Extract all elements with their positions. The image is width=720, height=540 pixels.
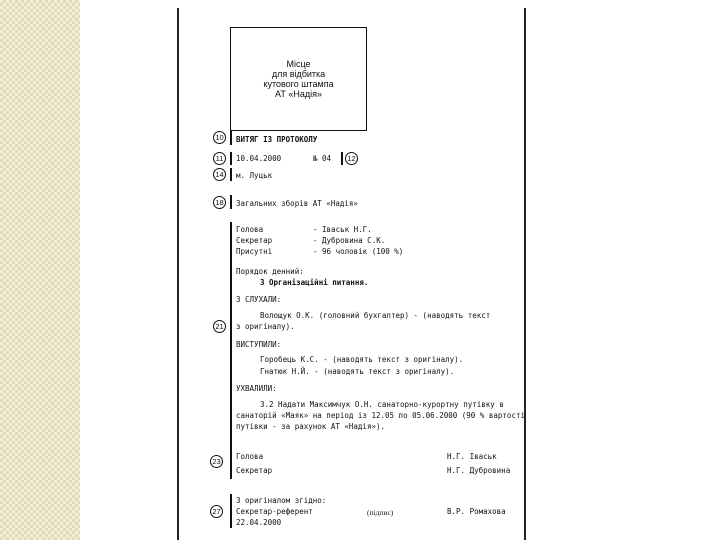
page-left-edge — [177, 8, 179, 540]
marker-14: 14 — [213, 168, 226, 181]
stamp-placeholder — [230, 27, 367, 131]
marker-bar-10 — [230, 131, 232, 145]
resolved-line-3: путівки - за рахунок АТ «Надія»). — [236, 422, 386, 431]
page-right-edge — [524, 8, 526, 540]
marker-27: 27 — [210, 505, 223, 518]
signature-name-2: Н.Г. Дубровина — [447, 466, 511, 475]
certification-label: З оригіналом згідно: — [236, 496, 327, 505]
marker-21: 21 — [213, 320, 226, 333]
spoke-line-2: Гнатюк Н.Й. - (наводять текст з оригіналу). — [260, 367, 455, 376]
resolved-label: УХВАЛИЛИ: — [236, 384, 277, 393]
meeting-name: Загальних зборів АТ «Надія» — [236, 199, 358, 208]
resolved-line-2: санаторій «Маяк» на період із 12.05 по 05.06.2000 (90 % вартості — [236, 411, 525, 420]
marker-11: 11 — [213, 152, 226, 165]
marker-bar-21 — [230, 222, 232, 454]
marker-18: 18 — [213, 196, 226, 209]
document-number: № 04 — [313, 154, 332, 163]
heard-line-2: з оригіналу). — [236, 322, 295, 331]
resolved-line-1: 3.2 Надати Максимчук О.Н. санаторно-курортну путівку в — [260, 400, 504, 409]
signature-role-2: Секретар — [236, 466, 273, 475]
certification-name: В.Р. Ромахова — [447, 507, 506, 516]
heard-line-1: Волощук О.К. (головний бухгалтер) - (наводять текст — [260, 311, 491, 320]
attendance-value-3: - 96 чоловік (100 %) — [313, 247, 404, 256]
decorative-left-pattern — [0, 0, 80, 540]
certification-role: Секретар-референт — [236, 507, 313, 516]
stamp-line-2: для відбитка — [271, 69, 326, 79]
heard-label: 3 СЛУХАЛИ: — [236, 295, 282, 304]
marker-bar-27 — [230, 494, 232, 528]
agenda-item: 3 Організаційні питання. — [260, 278, 369, 287]
attendance-role-3: Присутні — [236, 247, 273, 256]
marker-bar-12 — [341, 152, 343, 165]
marker-bar-23 — [230, 447, 232, 479]
marker-bar-14 — [230, 168, 232, 181]
attendance-value-1: - Іваськ Н.Г. — [313, 225, 372, 234]
document-title: ВИТЯГ ІЗ ПРОТОКОЛУ — [236, 135, 318, 144]
document-date: 10.04.2000 — [236, 154, 282, 163]
marker-bar-18 — [230, 195, 232, 209]
marker-bar-11 — [230, 152, 232, 165]
agenda-label: Порядок денний: — [236, 267, 304, 276]
attendance-role-1: Голова — [236, 225, 264, 234]
stamp-line-3: кутового штампа — [263, 79, 334, 89]
marker-23: 23 — [210, 455, 223, 468]
spoke-line-1: Горобець К.С. - (наводять текст з оригіналу). — [260, 355, 464, 364]
attendance-value-2: - Дубровина С.К. — [313, 236, 386, 245]
stamp-line-1: Місце — [286, 59, 311, 69]
spoke-label: ВИСТУПИЛИ: — [236, 340, 282, 349]
signature-role-1: Голова — [236, 452, 264, 461]
stamp-line-4: АТ «Надія» — [275, 89, 322, 99]
certification-date: 22.04.2000 — [236, 518, 282, 527]
marker-12: 12 — [345, 152, 358, 165]
certification-signature: (підпис) — [367, 508, 394, 517]
signature-name-1: Н.Г. Іваськ — [447, 452, 497, 461]
marker-10: 10 — [213, 131, 226, 144]
document-place: м. Луцьк — [236, 171, 273, 180]
attendance-role-2: Секретар — [236, 236, 273, 245]
